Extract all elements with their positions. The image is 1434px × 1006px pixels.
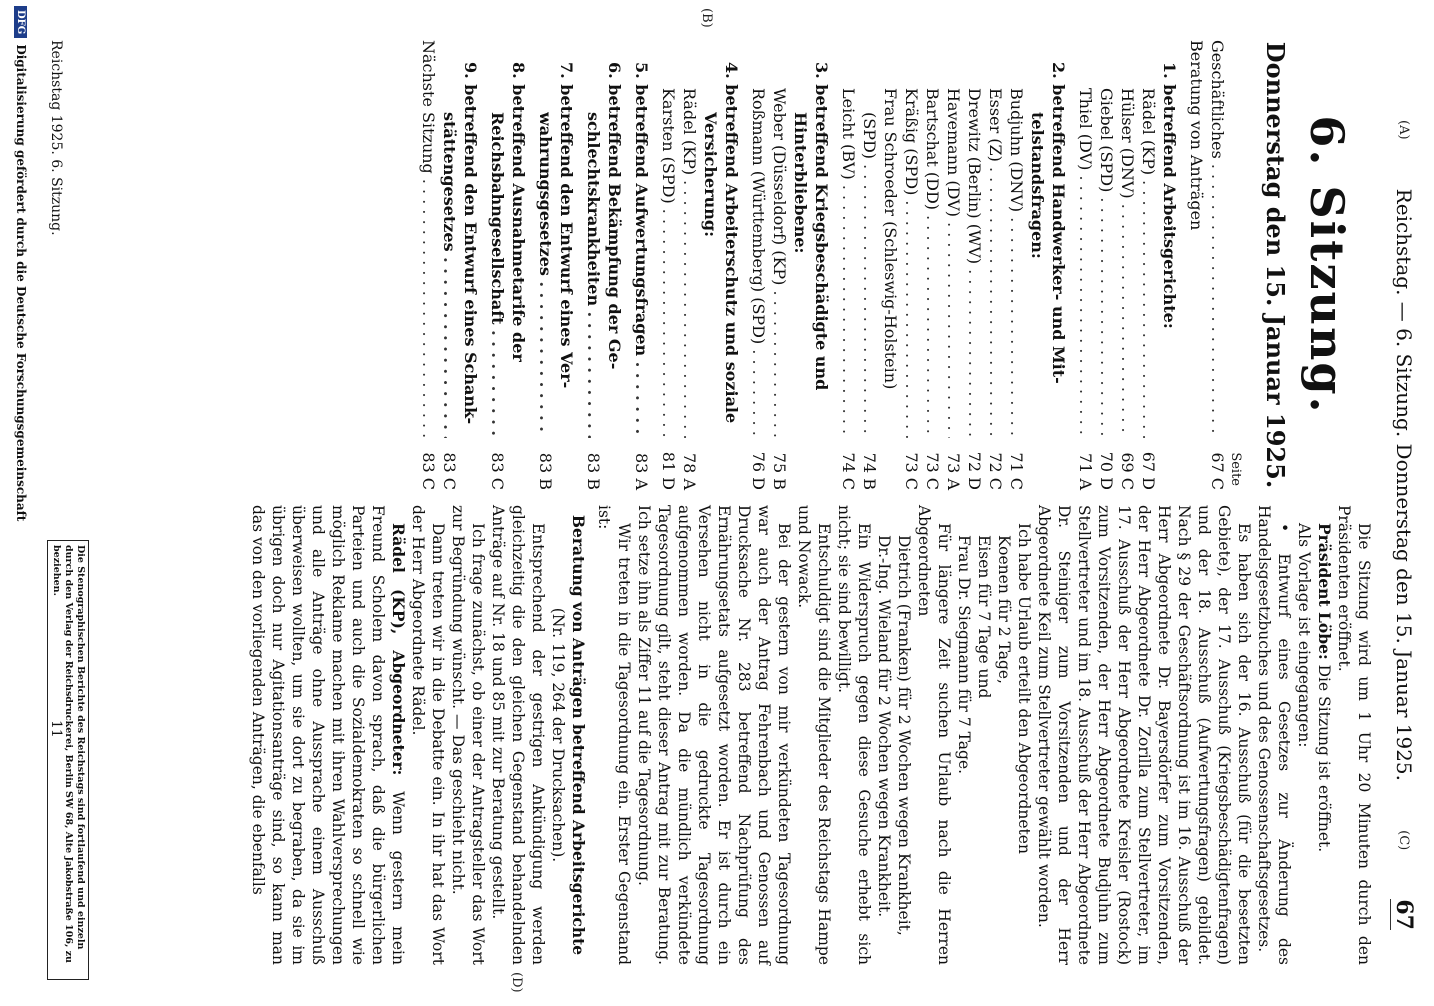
toc-entry xyxy=(604,40,625,490)
paragraph: Bei der gestern von mir verkündeten Tagesordnung war auch der Antrag Fehrenbach und Genossen auf Drucksache Nr. 283 betreffend Nachprüfung des Ernährungsetats aufgesetzt worden. Er ist durch ein Versehen nicht in die gedruckte Tagesordnung aufgenommen worden. Da die mündlich verkündete Tagesordnung gilt, steht dieser Antrag mit zur Beratung. Ich setze ihn als Ziffer 11 auf die Tagesordnung. xyxy=(635,505,793,965)
toc-entry-page: 76 D xyxy=(749,451,768,490)
agenda-heading: Beratung von Anträgen betreffend Arbeitsgerichte xyxy=(569,514,588,956)
toc-entry xyxy=(943,40,964,490)
toc-entry-page: 74 B xyxy=(860,452,879,490)
toc-entry-label: Bartschat (DD) . . . xyxy=(922,88,943,438)
toc-entry-label: stättengesetzes . . . xyxy=(439,112,460,438)
sheet-number: 11 xyxy=(48,720,64,738)
speech-text: Wenn gestern mein Freund Scholem davon sprach, daß die bürgerlichen Parteien und auch die Sozialdemokraten so schnell wie möglich Reklame machen mit ihren Wahlversprechungen und alle Anträge ohne Aussprache einem Ausschuß überweisen wollten, um sie dort zu begraben, da sie im übrigen doch nur Agitationsanträge sind, so kann man das von den vorliegenden Anträgen, die ebenfalls xyxy=(249,505,407,965)
toc-entry-label: (SPD) . . . xyxy=(859,112,880,438)
margin-mark-a: (A) xyxy=(1396,120,1412,140)
toc-entry xyxy=(1006,40,1027,490)
toc-entry-label: 9. betreffend den Entwurf eines Schank- xyxy=(461,62,480,425)
toc-entry-label: schlechtskrankheiten . . . xyxy=(583,112,604,438)
left-column xyxy=(74,40,1374,490)
footer-left: Reichstag 1925. 6. Sitzung. xyxy=(48,40,64,236)
running-head: Reichstag. — 6. Sitzung. Donnerstag den 15. Januar 1925. xyxy=(1392,188,1416,781)
toc-entry-label: wahrungsgesetzes . . . xyxy=(535,112,556,438)
president-text: Die Sitzung ist eröffnet. xyxy=(1315,664,1333,853)
toc-entry-page: 83 B xyxy=(536,452,555,490)
toc-entry-page: 67 C xyxy=(1208,452,1227,490)
toc-entry-label: Kräßig (SPD) . . . xyxy=(901,88,922,438)
dfg-logo: DFG xyxy=(15,6,28,38)
toc-entry xyxy=(658,40,679,490)
toc-entry-label: Nächste Sitzung . . . xyxy=(418,40,439,438)
toc-entry xyxy=(556,40,577,490)
toc-entry-page: 83 A xyxy=(632,453,651,490)
long-leave-intro: Für längere Zeit suchen Urlaub nach die Herren Abgeordneten xyxy=(915,505,953,965)
toc-entry-label: Karsten (SPD) . . . xyxy=(658,88,679,438)
leave-item: Dr.-Ing. Wieland für 2 Wochen wegen Krankheit. xyxy=(875,535,893,918)
toc-entry xyxy=(790,40,811,490)
toc-entry xyxy=(418,40,439,490)
committee-paragraph: Es haben sich der 16. Ausschuß (für die besetzten Gebiete), der 17. Ausschuß (Kriegsbeschädigtenfragen) und der 18. Ausschuß (Aufwertungsfragen) gebildet. Nach § 29 der Geschäftsordnung ist im 16. Ausschuß der Herr Abgeordnete Dr. Bayersdörfer zum Vorsitzenden, der Herr Abgeordnete Dr. Zorilla zum Stellvertreter, im 17. Ausschuß der Herr Abgeordnete Kreisler (Rostock) zum Vorsitzenden, der Herr Abgeordnete Budjuhn zum Stellvertreter und im 18. Ausschuß der Herr Abgeordnete Dr. Steiniger zum Vorsitzenden und der Herr Abgeordnete Keil zum Stellvertreter gewählt worden. xyxy=(1035,505,1253,965)
toc-entry xyxy=(859,40,880,490)
toc-entry xyxy=(1096,40,1117,490)
toc-entry xyxy=(508,40,529,490)
toc-entry xyxy=(487,40,508,490)
toc-entry-label: 6. betreffend Bekämpfung der Ge- xyxy=(605,62,624,370)
toc-entry xyxy=(1027,40,1048,490)
toc-entry xyxy=(985,40,1006,490)
toc-entry-label: Rädel (KP) . . . xyxy=(679,88,700,438)
toc-entry xyxy=(838,40,859,490)
toc-entry-page: 72 D xyxy=(965,451,984,490)
toc-entry-label: 5. betreffend Aufwertungsfragen . . . xyxy=(631,62,652,438)
toc-entry-label: Weber (Düsseldorf) (KP) . . . xyxy=(769,88,790,438)
toc-entry xyxy=(1138,40,1159,490)
toc-entry-label: Esser (Z) . . . xyxy=(985,88,1006,438)
toc-entry-label: Roßmann (Württemberg) (SPD) . . . xyxy=(748,88,769,438)
opening-text: Die Sitzung wird um 1 Uhr 20 Minuten durch den Präsidenten eröffnet. xyxy=(1335,505,1373,965)
toc-entry xyxy=(1117,40,1138,490)
toc-entry-label: Leicht (BV) . . . xyxy=(838,88,859,438)
paragraph: Dann treten wir in die Debatte ein. In ihr hat das Wort der Herr Abgeordnete Rädel. xyxy=(409,505,447,965)
toc-entry-page: 73 C xyxy=(902,452,921,490)
toc-entry xyxy=(811,40,832,490)
leave-item: Dietrich (Franken) für 2 Wochen wegen Krankheit, xyxy=(895,535,913,936)
digitization-note xyxy=(14,0,28,1006)
toc-entry xyxy=(1207,40,1228,490)
toc-entry-label: 3. betreffend Kriegsbeschädigte und xyxy=(812,62,831,391)
toc-entry-page: 71 C xyxy=(1007,452,1026,490)
toc-entry-page: 75 B xyxy=(770,452,789,490)
toc-entry-label: 4. betreffend Arbeiterschutz und soziale xyxy=(722,62,741,424)
agenda-heading-ref: (Nr. 119, 264 der Drucksachen). xyxy=(549,607,567,863)
vorlage-text: Als Vorlage ist eingegangen: xyxy=(1295,523,1313,748)
page-header xyxy=(1384,120,1424,930)
toc-entry-page: 71 A xyxy=(1076,453,1095,490)
toc-entry xyxy=(1159,40,1180,490)
toc-entry xyxy=(583,40,604,490)
paragraph: Wir treten in die Tagesordnung ein. Erster Gegenstand ist: xyxy=(595,505,633,965)
toc-entry-label: Giebel (SPD) . . . xyxy=(1096,88,1117,438)
leave-intro: Ich habe Urlaub erteilt den Abgeordneten xyxy=(1015,523,1033,854)
toc-entry-label: Rädel (KP) . . . xyxy=(1138,88,1159,438)
toc-entry-label: Hinterbliebene: xyxy=(791,112,810,254)
leave-item: Eisen für 7 Tage und xyxy=(975,535,993,699)
paragraph: Ein Widerspruch gegen diese Gesuche erhebt sich nicht; sie sind bewilligt. xyxy=(835,505,873,965)
vorlage-item: • Entwurf eines Gesetzes zur Änderung des Handelsgesetzbuches und des Genossenschaftsgesetzes. xyxy=(1255,505,1293,965)
toc-entry-label: 2. betreffend Handwerker- und Mit- xyxy=(1049,62,1068,384)
toc-entry xyxy=(700,40,721,490)
toc-entry xyxy=(721,40,742,490)
toc-entry-page: 83 B xyxy=(584,452,603,490)
toc-entry xyxy=(460,40,481,490)
page-number: 67 xyxy=(1391,899,1418,930)
toc-entry xyxy=(922,40,943,490)
toc-entry-label: 7. betreffend den Entwurf eines Ver- xyxy=(557,62,576,389)
toc-entry-page: 83 C xyxy=(488,452,507,490)
toc-entry xyxy=(880,40,901,490)
right-column xyxy=(74,505,1374,965)
toc-entry-page: 74 C xyxy=(839,452,858,490)
toc-entry xyxy=(1186,40,1207,490)
publisher-notice: Die Stenographischen Berichte des Reichstags sind fortlaufend und einzeln durch den Verlag der Reichsdruckerei, Berlin SW 68, Alte Jakobstraße 106, zu beziehen. xyxy=(47,540,89,980)
paragraph: Ich frage zunächst, ob einer der Antragsteller das Wort zur Begründung wünscht. — Das geschieht nicht. xyxy=(449,505,487,965)
toc-entry-page: 81 D xyxy=(659,451,678,490)
session-date: Donnerstag den 15. Januar 1925. xyxy=(1261,41,1290,489)
session-title: 6. Sitzung. xyxy=(1300,115,1354,415)
toc-entry xyxy=(439,40,460,490)
toc-entry-label: Beratung von Anträgen xyxy=(1187,40,1206,231)
president-label: Präsident Löbe: xyxy=(1315,523,1334,660)
toc-entry xyxy=(679,40,700,490)
page-column-label: Seite xyxy=(1228,452,1243,486)
toc-entry-label: Reichsbahngesellschaft . . . xyxy=(487,112,508,438)
toc-entry xyxy=(1048,40,1069,490)
toc-entry-page: 78 A xyxy=(680,453,699,490)
toc-entry xyxy=(964,40,985,490)
toc-entry-page: 73 C xyxy=(923,452,942,490)
toc-entry-page: 67 D xyxy=(1139,451,1158,490)
margin-mark-c: (C) xyxy=(1396,830,1412,851)
toc-entry-page: 72 C xyxy=(986,452,1005,490)
toc-entry-label: 8. betreffend Ausnahmetarife der xyxy=(509,62,528,362)
toc-entry-page: 73 A xyxy=(944,453,963,490)
paragraph: Entsprechend der gestrigen Ankündigung werden gleichzeitig die den gleichen Gegenstand behandelnden Anträge auf Nr. 18 und 85 mit zur Beratung gestellt. xyxy=(489,505,547,965)
toc-entry xyxy=(535,40,556,490)
leave-item: Frau Dr. Siegmann für 7 Tage. xyxy=(955,535,973,775)
toc-entry xyxy=(1075,40,1096,490)
toc-entry xyxy=(769,40,790,490)
toc-entry-label: Budjuhn (DNV) . . . xyxy=(1006,88,1027,438)
toc-entry xyxy=(748,40,769,490)
digitization-text: Digitalisierung gefördert durch die Deutsche Forschungsgemeinschaft xyxy=(14,44,28,522)
toc-entry-label: Havemann (DV) . . . xyxy=(943,88,964,438)
paragraph: Entschuldigt sind die Mitglieder des Reichstags Hampe und Nowack. xyxy=(795,505,833,965)
toc-entry-label: Versicherung: xyxy=(701,112,720,237)
toc-entry-page: 70 D xyxy=(1097,451,1116,490)
toc-entry-label: telstandsfragen: xyxy=(1028,112,1047,259)
leave-item: Koenen für 2 Tage, xyxy=(995,535,1013,684)
toc-entry-label: Drewitz (Berlin) (WV) . . . xyxy=(964,88,985,438)
toc-entry-page: 83 C xyxy=(440,452,459,490)
toc-entry xyxy=(631,40,652,490)
toc-entry-label: Frau Schroeder (Schleswig-Holstein) xyxy=(881,88,900,390)
margin-mark-b: (B) xyxy=(699,8,714,28)
table-of-contents xyxy=(418,40,1228,490)
toc-entry-label: 1. betreffend Arbeitsgerichte: xyxy=(1160,62,1179,329)
toc-entry xyxy=(901,40,922,490)
speaker-label: Rädel (KP), Abgeordneter: xyxy=(389,523,408,776)
toc-entry-page: 69 C xyxy=(1118,452,1137,490)
margin-mark-d: (D) xyxy=(509,972,524,993)
toc-entry-label: Thiel (DV) . . . xyxy=(1075,88,1096,438)
toc-entry-label: Geschäftliches . . . xyxy=(1207,40,1228,438)
toc-entry-page: 83 C xyxy=(419,452,438,490)
toc-entry-label: Hülser (DNV) . . . xyxy=(1117,88,1138,438)
